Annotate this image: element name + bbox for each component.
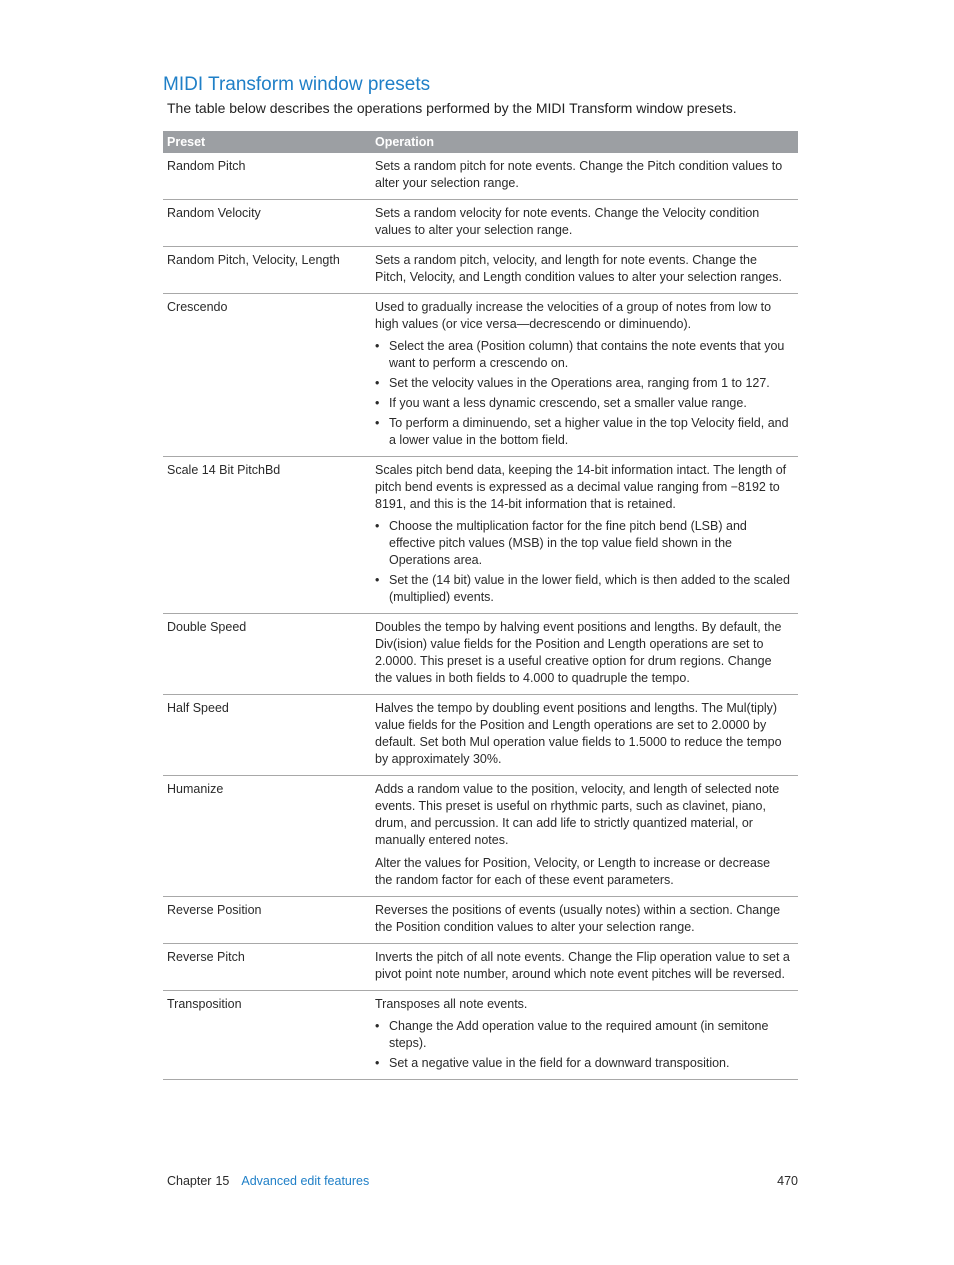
operation-description [371,462,798,606]
table-header [163,131,798,153]
operation-description [371,205,798,239]
operation-bullet-item: • Change the Add operation value to the required amount (in semitone steps). [375,1018,790,1052]
operation-paragraph: Sets a random velocity for note events. Change the Velocity condition values to alter your selection range. [375,206,760,237]
page-content [163,72,798,1080]
operation-description [371,781,798,889]
operation-bullet-item: • Choose the multiplication factor for the fine pitch bend (LSB) and effective pitch values (MSB) in the top value field shown in the Operations area. [375,518,790,569]
table-row [163,294,798,457]
footer-page-number: 470 [777,1174,798,1188]
operation-paragraph: Inverts the pitch of all note events. Change the Flip operation value to set a pivot point note number, around which note event pitches will be reversed. [375,950,790,981]
operation-paragraph: Used to gradually increase the velocities of a group of notes from low to high values (or vice versa—decrescendo or diminuendo). [375,300,772,331]
table-row [163,944,798,991]
preset-name: Scale 14 Bit PitchBd [167,463,281,477]
operation-bullet-item: • Set a negative value in the field for a downward transposition. [375,1055,790,1072]
operation-paragraph: Adds a random value to the position, velocity, and length of selected note events. This preset is useful on rhythmic parts, such as clavinet, piano, drum, and percussion. It can add life to strictly quantized material, or manually entered notes. [375,782,780,847]
operation-bullet-list [375,338,790,449]
operation-description [371,700,798,768]
table-row [163,153,798,200]
preset-name: Half Speed [167,701,229,715]
operation-paragraph: Sets a random pitch for note events. Change the Pitch condition values to alter your selection range. [375,159,783,190]
preset-name: Random Pitch [167,159,246,173]
operation-description [371,252,798,286]
table-row [163,897,798,944]
preset-name: Reverse Position [167,903,262,917]
footer-section-link[interactable]: Advanced edit features [241,1174,370,1188]
preset-name: Double Speed [167,620,247,634]
intro-text: The table below describes the operations performed by the MIDI Transform window presets. [167,100,737,116]
preset-name: Reverse Pitch [167,950,245,964]
operation-description [371,619,798,687]
operation-bullet-item: • To perform a diminuendo, set a higher value in the top Velocity field, and a lower value in the bottom field. [375,415,790,449]
operation-description [371,158,798,192]
operation-description [371,902,798,936]
operation-paragraph: Scales pitch bend data, keeping the 14-bit information intact. The length of pitch bend events is expressed as a decimal value ranging from −8192 to 8191, and this is the 14-bit information that is retained. [375,463,787,511]
table-row [163,200,798,247]
preset-name: Random Velocity [167,206,261,220]
operation-bullet-item: • Select the area (Position column) that contains the note events that you want to perform a crescendo on. [375,338,790,372]
operation-paragraph: Alter the values for Position, Velocity, or Length to increase or decrease the random factor for each of these event parameters. [375,856,771,887]
operation-paragraph: Transposes all note events. [375,997,528,1011]
preset-name: Humanize [167,782,224,796]
table-row [163,247,798,294]
operation-paragraph: Halves the tempo by doubling event positions and lengths. The Mul(tiply) value fields for the Position and Length operations are set to 2.0000 by default. Set both Mul operation value fields to 1.5000 to reduce the tempo by approximately 30%. [375,701,782,766]
operation-bullet-list [375,518,790,606]
operation-bullet-list [375,1018,790,1072]
operation-bullet-item: • Set the (14 bit) value in the lower field, which is then added to the scaled (multiplied) events. [375,572,790,606]
page-title: MIDI Transform window presets [163,74,431,95]
operation-description [371,996,798,1072]
footer-chapter-label: Chapter [167,1174,212,1188]
preset-name: Random Pitch, Velocity, Length [167,253,340,267]
header-operation: Operation [375,135,435,149]
page-footer [167,1172,798,1190]
operation-paragraph: Sets a random pitch, velocity, and length for note events. Change the Pitch, Velocity, and Length condition values to alter your selection ranges. [375,253,782,284]
table-row [163,776,798,897]
table-row [163,614,798,695]
operation-description [371,299,798,449]
table-row [163,457,798,614]
header-preset: Preset [167,135,206,149]
operation-paragraph: Doubles the tempo by halving event positions and lengths. By default, the Div(ision) value fields for the Position and Length operations are set to 2.0000. This preset is a useful creative option for drum regions. Change the values in both fields to 4.000 to quadruple the tempo. [375,620,782,685]
operation-description [371,949,798,983]
preset-name: Crescendo [167,300,228,314]
footer-chapter-number: 15 [215,1174,230,1188]
operation-paragraph: Reverses the positions of events (usually notes) within a section. Change the Position condition values to alter your selection range. [375,903,781,934]
operation-bullet-item: • Set the velocity values in the Operations area, ranging from 1 to 127. [375,375,790,392]
presets-table [163,131,798,1080]
preset-name: Transposition [167,997,242,1011]
table-row [163,991,798,1080]
operation-bullet-item: • If you want a less dynamic crescendo, set a smaller value range. [375,395,790,412]
table-row [163,695,798,776]
table-body [163,153,798,1080]
